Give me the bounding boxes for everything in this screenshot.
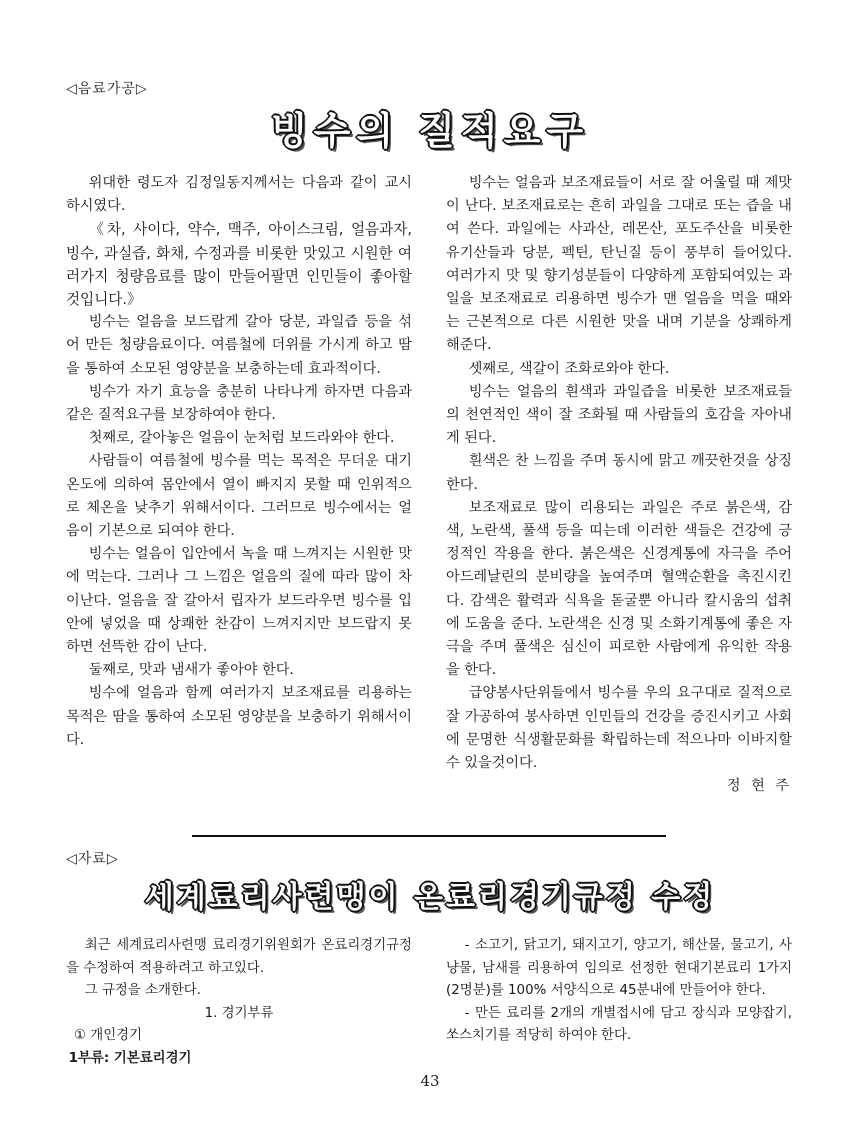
paragraph: 빙수는 얼음이 입안에서 녹을 때 느껴지는 시원한 맛에 먹는다. 그러나 그 느낌은 얼음의 질에 따라 많이 차이난다. 얼음을 잘 갈아서 립자가 보드라우면 빙수를 입안에 넣었을 때 상쾌한 찬감이 느껴지지만 보드랍지 못하면 선뜩한 감이 난다. bbox=[66, 546, 412, 656]
paragraph: - 만든 료리를 2개의 개별접시에 담고 장식과 모양잡기, 쏘스치기를 적당히 하여야 한다. bbox=[446, 1005, 792, 1044]
paragraph: 최근 세계료리사련맹 료리경기위원회가 온료리경기규정을 수정하여 적용하려고 하고있다. bbox=[66, 938, 412, 976]
paragraph: 빙수는 얼음의 흰색과 과일즙을 비롯한 보조재료들의 천연적인 색이 잘 조화될 때 사람들의 호감을 자아내게 된다. bbox=[446, 383, 792, 447]
article-title: 빙수의 질적요구 bbox=[270, 109, 590, 153]
paragraph: 둘째로, 맛과 냄새가 좋아야 한다. bbox=[88, 662, 294, 679]
paragraph: 빙수는 얼음과 보조재료들이 서로 잘 어울릴 때 제맛이 난다. 보조재료로는 흔히 과일을 그대로 또는 즙을 내여 쓴다. 과일에는 사과산, 레몬산, 포도주산을 비롯한 유기산들과 당분, 펙틴, 탄닌질 등이 풍부히 들어있다. 여러가지 맛 및 향기성분들이 다양하게 포함되여있는 과일을 보조재료로 리용하면 빙수가 맨 얼음을 먹을 때와는 근본적으로 다른 시원한 맛을 내며 기분을 상쾌하게 해준다. bbox=[446, 175, 792, 354]
paragraph: 셋째로, 색갈이 조화로와야 한다. bbox=[468, 360, 670, 377]
paragraph: 빙수에 얼음과 함께 여러가지 보조재료를 리용하는 목적은 땀을 통하여 소모된 영양분을 보충하기 위해서이다. bbox=[66, 685, 412, 748]
section-heading: 1. 경기부류 bbox=[204, 1005, 274, 1021]
divider bbox=[192, 835, 666, 837]
paragraph: 위대한 령도자 김정일동지께서는 다음과 같이 교시하시였다. bbox=[66, 175, 412, 215]
paragraph: 흰색은 찬 느낌을 주며 동시에 맑고 깨끗한것을 상징한다. bbox=[446, 453, 792, 493]
article-column-left bbox=[66, 935, 412, 1071]
article-column-right bbox=[446, 172, 792, 798]
paragraph: 첫째로, 갈아놓은 얼음이 눈처럼 보드라와야 한다. bbox=[88, 430, 395, 447]
section-tag: ◁음료가공▷ bbox=[66, 81, 148, 97]
subsection-label: ① 개인경기 bbox=[74, 1028, 143, 1044]
paragraph: 그 규정을 소개한다. bbox=[84, 983, 202, 999]
article-column-left bbox=[66, 172, 412, 752]
paragraph: 빙수는 얼음을 보드랍게 갈아 당분, 과일즙 등을 섞어 만든 청량음료이다. 여름철에 더위를 가시게 하고 땀을 통하여 소모된 영양분을 보충하는데 효과적이다. bbox=[66, 314, 412, 377]
section-tag: ◁자료▷ bbox=[66, 851, 119, 867]
quote-paragraph: 《차, 사이다, 약수, 맥주, 아이스크림, 얼음과자, 빙수, 과실즙, 화채, 수정과를 비롯한 맛있고 시원한 여러가지 청량음료를 많이 만들어팔면 인민들이 좋아할것입니다.》 bbox=[66, 221, 412, 309]
author-name: 정 현 주 bbox=[726, 778, 792, 795]
page-number: 43 bbox=[420, 1072, 440, 1090]
category-label: 1부류: 기본료리경기 bbox=[68, 1050, 192, 1066]
paragraph: - 소고기, 닭고기, 돼지고기, 양고기, 해산물, 물고기, 사냥물, 남새를 리용하여 임의로 선정한 현대기본료리 1가지(2명분)를 100% 서양식으로 45분내에 만들어야 한다. bbox=[446, 938, 792, 999]
paragraph: 빙수가 자기 효능을 충분히 나타나게 하자면 다음과 같은 질적요구를 보장하여야 한다. bbox=[66, 383, 412, 424]
article-column-right bbox=[446, 935, 792, 1048]
paragraph: 사람들이 여름철에 빙수를 먹는 목적은 무더운 대기온도에 의하여 몸안에서 열이 빠지지 못할 때 인위적으로 체온을 낮추기 위해서이다. 그러므로 빙수에서는 얼음이 기본으로 되여야 한다. bbox=[66, 453, 412, 540]
paragraph: 급양봉사단위들에서 빙수를 우의 요구대로 질적으로 잘 가공하여 봉사하면 인민들의 건강을 증진시키고 사회에 문명한 식생활문화를 확립하는데 적으나마 이바지할수 있을것이다. bbox=[446, 685, 792, 772]
paragraph: 보조재료로 많이 리용되는 과일은 주로 붉은색, 감색, 노란색, 풀색 등을 띠는데 이러한 색들은 건강에 긍정적인 작용을 한다. 붉은색은 신경계통에 자극을 주어 아드레날린의 분비량을 높여주며 혈액순환을 촉진시킨다. 감색은 활력과 식욕을 돋굴뿐 아니라 칼시움의 섭취에 도움을 준다. 노란색은 신경 및 소화기계통에 좋은 자극을 주며 풀색은 심신이 피로한 사람에게 유익한 작용을 한다. bbox=[446, 499, 792, 679]
article-title: 세계료리사련맹이 온료리경기규정 수정 bbox=[144, 880, 716, 915]
